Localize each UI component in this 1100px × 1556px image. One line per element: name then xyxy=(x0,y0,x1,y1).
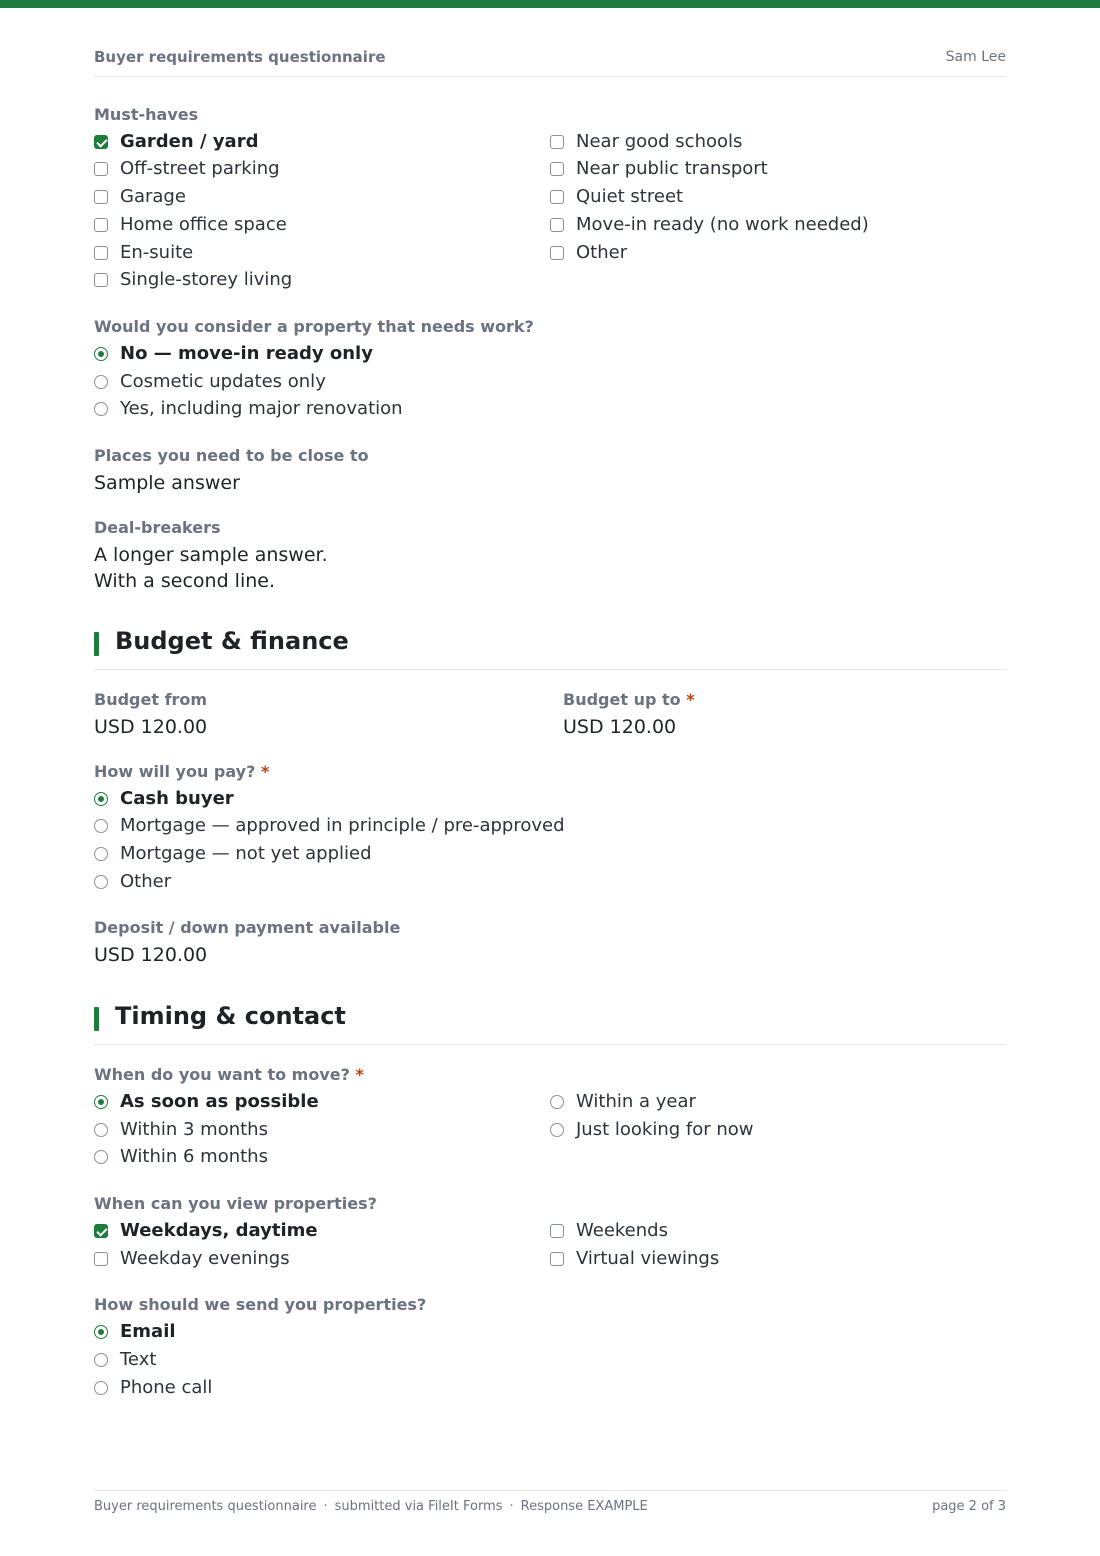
checkbox-icon[interactable] xyxy=(94,1252,108,1266)
radio-icon[interactable] xyxy=(94,1150,108,1164)
places-question xyxy=(94,446,369,496)
checkbox-icon[interactable] xyxy=(94,190,108,204)
radio-icon[interactable] xyxy=(94,1123,108,1137)
question-label-text: How will you pay? xyxy=(94,762,256,781)
footer-separator: · xyxy=(509,1499,514,1514)
checkbox-icon[interactable] xyxy=(550,135,564,149)
section-budget-finance xyxy=(94,624,1006,670)
radio-icon[interactable] xyxy=(94,375,108,389)
section-title: Budget & finance xyxy=(115,627,349,655)
question-label: How should we send you properties? xyxy=(94,1295,427,1314)
checkbox-icon[interactable] xyxy=(550,190,564,204)
question-label: Deposit / down payment available xyxy=(94,918,401,937)
checkbox-icon[interactable] xyxy=(94,273,108,287)
question-label: Places you need to be close to xyxy=(94,446,369,465)
checkbox-icon[interactable] xyxy=(94,246,108,260)
budget-up-to-question xyxy=(563,690,695,740)
checkbox-icon[interactable] xyxy=(94,218,108,232)
option-label: Near good schools xyxy=(576,131,743,152)
option-label: Single-storey living xyxy=(120,269,293,290)
question-label xyxy=(94,762,269,782)
answer-value: USD 120.00 xyxy=(563,716,677,738)
option-label: Weekends xyxy=(576,1220,668,1241)
option-label: Text xyxy=(120,1349,157,1370)
checkbox-icon[interactable] xyxy=(550,1224,564,1238)
required-marker: * xyxy=(355,1065,364,1084)
option-label: No — move-in ready only xyxy=(120,343,373,364)
option-label: Email xyxy=(120,1321,176,1342)
required-marker: * xyxy=(686,690,695,709)
section-timing-contact xyxy=(94,999,1006,1045)
option-label: Other xyxy=(576,242,628,263)
option-label: Cosmetic updates only xyxy=(120,371,326,392)
page-number: page 2 of 3 xyxy=(932,1499,1006,1514)
document-header xyxy=(94,48,1006,77)
option-label: Weekday evenings xyxy=(120,1248,290,1269)
question-label xyxy=(563,690,695,710)
respondent-name: Sam Lee xyxy=(945,49,1006,65)
option-label: Weekdays, daytime xyxy=(120,1220,318,1241)
radio-icon[interactable] xyxy=(94,1353,108,1367)
option-label: Off-street parking xyxy=(120,158,280,179)
question-label-text: When do you want to move? xyxy=(94,1065,350,1084)
question-label xyxy=(94,1065,364,1085)
radio-icon[interactable] xyxy=(550,1123,564,1137)
radio-selected-icon[interactable] xyxy=(94,792,108,806)
section-accent-bar xyxy=(94,632,99,656)
question-label: Deal-breakers xyxy=(94,518,221,537)
option-label: Garage xyxy=(120,186,186,207)
move-timing-question xyxy=(94,1065,364,1085)
top-accent-bar xyxy=(0,0,1100,8)
radio-icon[interactable] xyxy=(94,1381,108,1395)
option-label: Mortgage — not yet applied xyxy=(120,843,372,864)
radio-icon[interactable] xyxy=(94,847,108,861)
checkbox-checked-icon[interactable] xyxy=(94,135,108,149)
document-title: Buyer requirements questionnaire xyxy=(94,48,386,66)
option-label: Near public transport xyxy=(576,158,768,179)
option-label: Within 6 months xyxy=(120,1146,268,1167)
section-title: Timing & contact xyxy=(115,1002,346,1030)
option-label: Garden / yard xyxy=(120,131,259,152)
deal-breakers-question xyxy=(94,518,328,594)
radio-selected-icon[interactable] xyxy=(94,1095,108,1109)
question-label: Would you consider a property that needs work? xyxy=(94,317,534,336)
option-label: Move-in ready (no work needed) xyxy=(576,214,869,235)
footer-form-name: Buyer requirements questionnaire xyxy=(94,1499,317,1514)
option-label: Cash buyer xyxy=(120,788,234,809)
checkbox-icon[interactable] xyxy=(550,218,564,232)
payment-question xyxy=(94,762,269,782)
checkbox-icon[interactable] xyxy=(550,162,564,176)
question-label: Budget from xyxy=(94,690,208,709)
budget-from-question xyxy=(94,690,207,740)
checkbox-icon[interactable] xyxy=(550,246,564,260)
question-label: Must-haves xyxy=(94,105,199,124)
option-label: Quiet street xyxy=(576,186,684,207)
required-marker: * xyxy=(260,762,270,781)
contact-method-question xyxy=(94,1295,426,1315)
option-label: En-suite xyxy=(120,242,194,263)
needs-work-question xyxy=(94,317,534,337)
footer-separator: · xyxy=(323,1499,328,1514)
footer-meta xyxy=(94,1499,648,1514)
footer-response-id: Response EXAMPLE xyxy=(520,1499,648,1514)
radio-icon[interactable] xyxy=(94,875,108,889)
radio-selected-icon[interactable] xyxy=(94,347,108,361)
answer-value: Sample answer xyxy=(94,472,240,494)
radio-icon[interactable] xyxy=(550,1095,564,1109)
option-label: As soon as possible xyxy=(120,1091,319,1112)
option-label: Phone call xyxy=(120,1377,213,1398)
radio-icon[interactable] xyxy=(94,819,108,833)
option-label: Yes, including major renovation xyxy=(120,398,403,419)
question-label: When can you view properties? xyxy=(94,1194,377,1213)
option-label: Within 3 months xyxy=(120,1119,268,1140)
radio-icon[interactable] xyxy=(94,402,108,416)
option-label: Just looking for now xyxy=(576,1119,754,1140)
checkbox-checked-icon[interactable] xyxy=(94,1224,108,1238)
page-footer xyxy=(94,1490,1006,1521)
answer-value: USD 120.00 xyxy=(94,716,208,738)
option-label: Home office space xyxy=(120,214,287,235)
viewing-question xyxy=(94,1194,377,1214)
answer-line: With a second line. xyxy=(94,570,275,592)
answer-line: A longer sample answer. xyxy=(94,544,328,566)
option-label: Virtual viewings xyxy=(576,1248,720,1269)
must-haves-question xyxy=(94,105,198,125)
footer-submitted-via: submitted via FileIt Forms xyxy=(334,1499,503,1514)
answer-value: USD 120.00 xyxy=(94,944,208,966)
option-label: Mortgage — approved in principle / pre-approved xyxy=(120,815,565,836)
radio-selected-icon[interactable] xyxy=(94,1325,108,1339)
checkbox-icon[interactable] xyxy=(550,1252,564,1266)
checkbox-icon[interactable] xyxy=(94,162,108,176)
deposit-question xyxy=(94,918,400,968)
section-accent-bar xyxy=(94,1007,99,1031)
option-label: Other xyxy=(120,871,172,892)
question-label-text: Budget up to xyxy=(563,690,681,709)
option-label: Within a year xyxy=(576,1091,696,1112)
